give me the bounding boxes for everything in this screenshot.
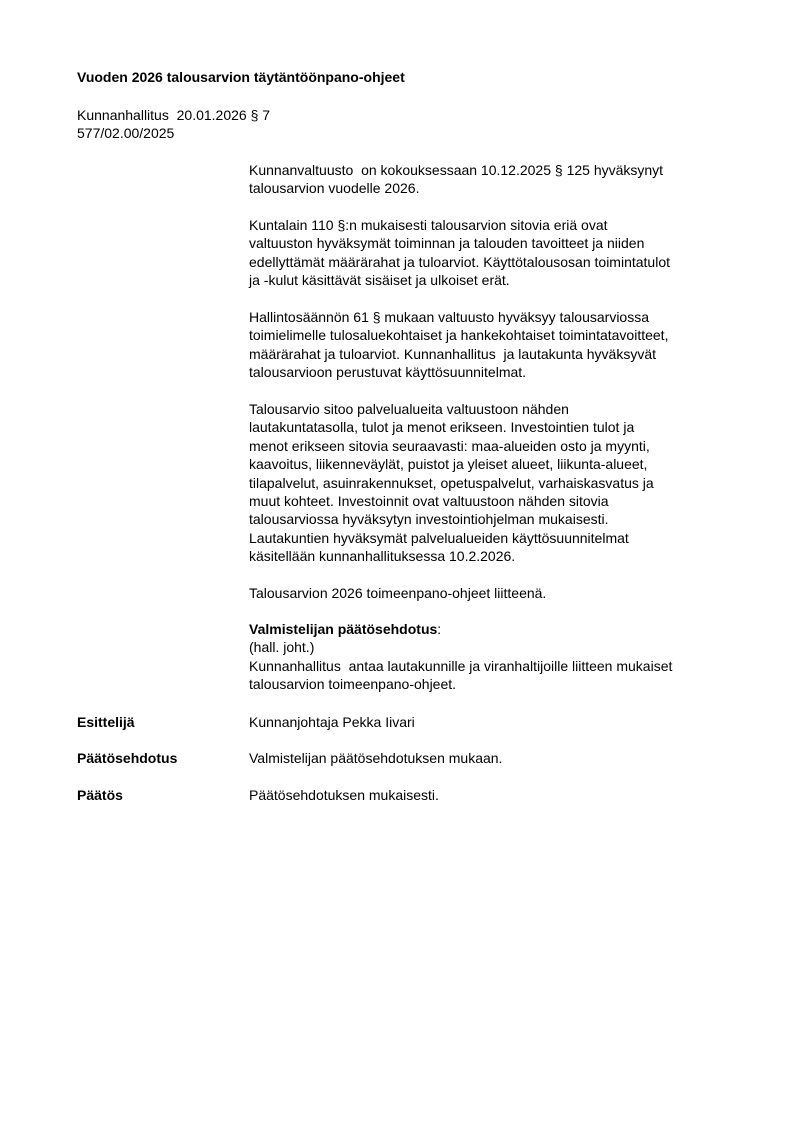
- record-number: 577/02.00/2025: [77, 125, 175, 141]
- field-value-presenter: Kunnanjohtaja Pekka Iivari: [249, 714, 415, 730]
- paragraph: [249, 161, 663, 198]
- paragraph-line: määrärahat ja tuloarviot. Kunnanhallitus ja lautakunta hyväksyvät: [249, 345, 657, 362]
- paragraph-line: toimielimelle tulosaluekohtaiset ja hankekohtaiset toimintatavoitteet,: [249, 327, 669, 344]
- field-label-presenter: Esittelijä: [77, 714, 135, 730]
- paragraph-line: käsitellään kunnanhallituksessa 10.2.2026.: [249, 548, 516, 565]
- paragraph-line: Kuntalain 110 §:n mukaisesti talousarvion sitovia eriä ovat: [249, 217, 608, 233]
- proposal-line: talousarvion toimeenpano-ohjeet.: [249, 676, 457, 693]
- proposal-author: (hall. joht.): [249, 639, 315, 656]
- paragraph-line: tilapalvelut, asuinrakennukset, opetuspalvelut, varhaiskasvatus ja: [249, 474, 654, 491]
- document-title: Vuoden 2026 talousarvion täytäntöönpano-ohjeet: [77, 69, 405, 85]
- paragraph-line: talousarviossa hyväksytyn investointiohjelman mukaisesti.: [249, 511, 609, 528]
- proposal-section: [249, 620, 672, 694]
- paragraph: [249, 584, 546, 602]
- paragraph: [249, 400, 654, 566]
- paragraph-line: menot erikseen sitovia seuraavasti: maa-alueiden osto ja myynti,: [249, 437, 650, 454]
- field-label-proposal: Päätösehdotus: [77, 750, 178, 766]
- paragraph-line: valtuuston hyväksymät toiminnan ja talouden tavoitteet ja niiden: [249, 235, 645, 252]
- paragraph-line: Hallintosäännön 61 § mukaan valtuusto hyväksyy talousarviossa: [249, 309, 650, 325]
- paragraph-line: Kunnanvaltuusto on kokouksessaan 10.12.2025 § 125 hyväksynyt: [249, 162, 664, 178]
- field-value-decision: Päätösehdotuksen mukaisesti.: [249, 787, 439, 803]
- paragraph-line: muut kohteet. Investoinnit ovat valtuustoon nähden sitovia: [249, 492, 609, 509]
- paragraph: [249, 216, 670, 290]
- field-value-proposal: Valmistelijan päätösehdotuksen mukaan.: [249, 750, 503, 766]
- paragraph-line: Talousarvion 2026 toimeenpano-ohjeet liitteenä.: [249, 585, 547, 601]
- paragraph: [249, 308, 668, 382]
- paragraph-line: talousarvion vuodelle 2026.: [249, 180, 420, 197]
- meeting-reference: Kunnanhallitus 20.01.2026 § 7: [77, 107, 271, 123]
- paragraph-line: Talousarvio sitoo palvelualueita valtuustoon nähden: [249, 401, 569, 417]
- paragraph-line: talousarvioon perustuvat käyttösuunnitelmat.: [249, 364, 527, 381]
- paragraph-line: kaavoitus, liikenneväylät, puistot ja yleiset alueet, liikunta-alueet,: [249, 456, 648, 473]
- proposal-colon: :: [437, 621, 442, 637]
- paragraph-line: edellyttämät määrärahat ja tuloarviot. Käyttötalousosan toimintatulot: [249, 253, 671, 270]
- paragraph-line: Lautakuntien hyväksymät palvelualueiden käyttösuunnitelmat: [249, 529, 629, 546]
- proposal-line: Kunnanhallitus antaa lautakunnille ja viranhaltijoille liitteen mukaiset: [249, 657, 673, 674]
- field-label-decision: Päätös: [77, 787, 123, 803]
- paragraph-line: lautakuntatasolla, tulot ja menot erikseen. Investointien tulot ja: [249, 419, 635, 436]
- proposal-heading: Valmistelijan päätösehdotus: [249, 621, 438, 637]
- paragraph-line: ja -kulut käsittävät sisäiset ja ulkoiset erät.: [249, 272, 510, 289]
